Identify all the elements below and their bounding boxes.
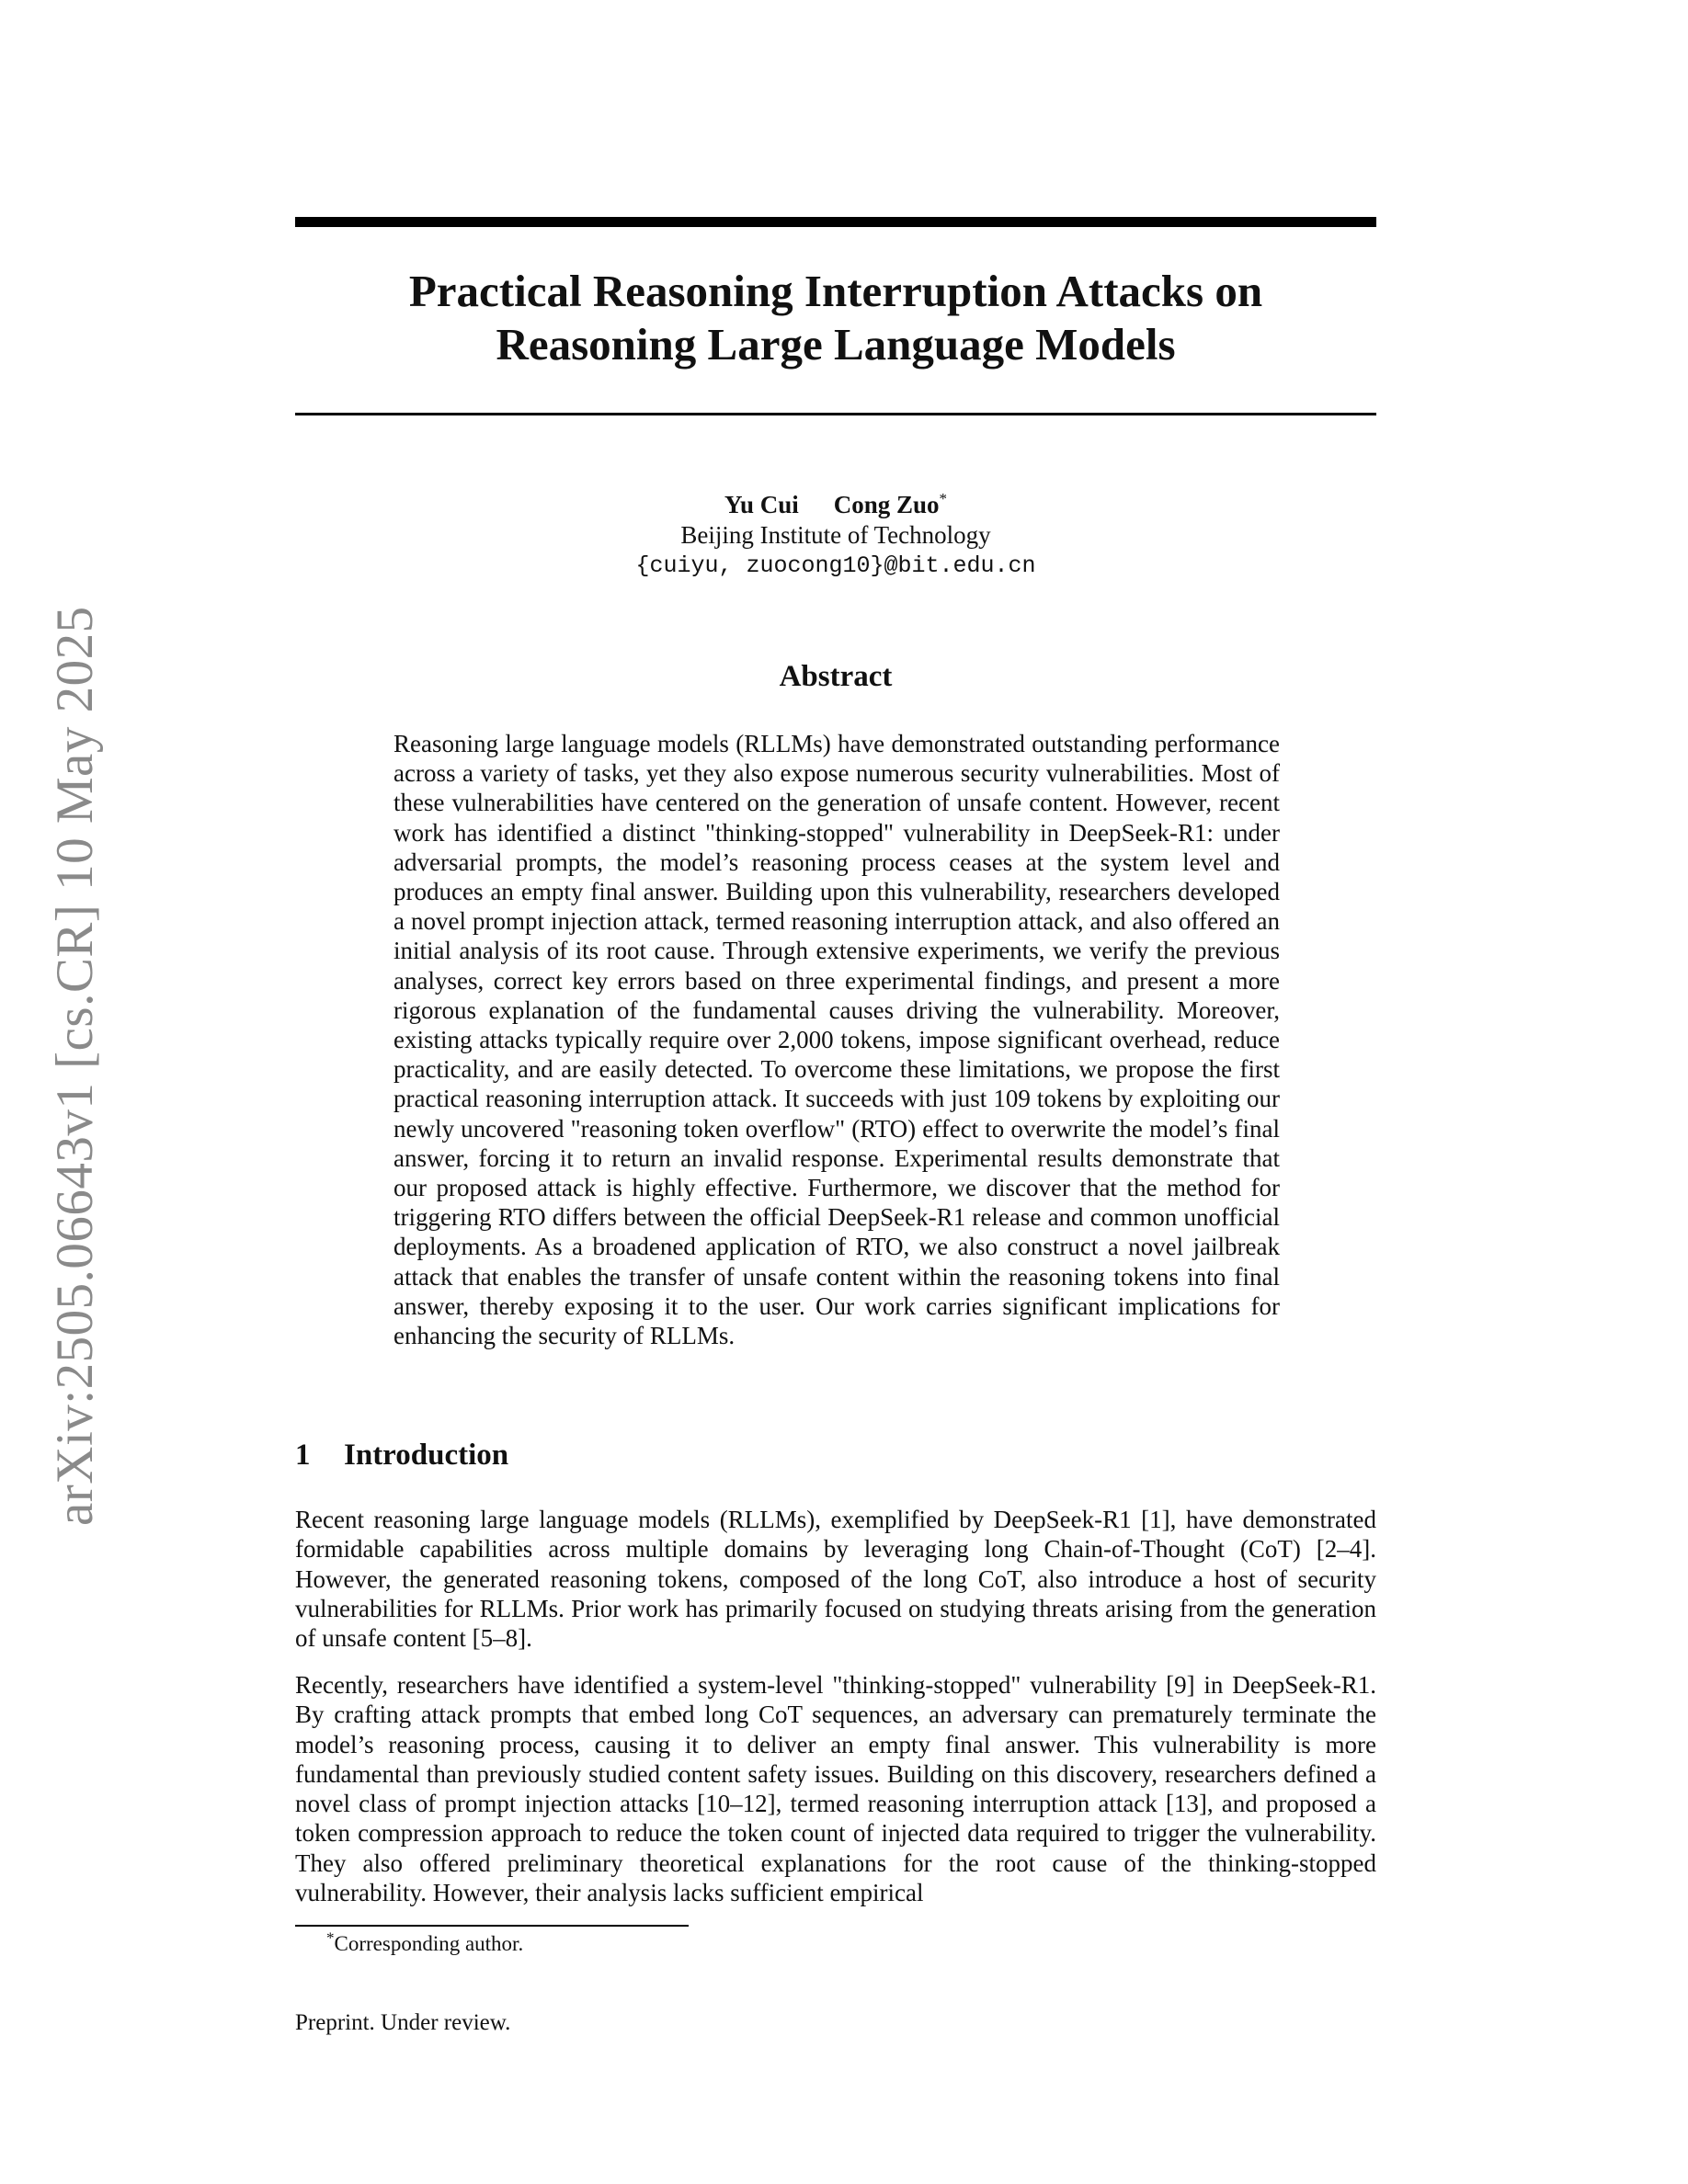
section-title: Introduction xyxy=(344,1439,509,1472)
author-name: Cong Zuo xyxy=(833,491,940,518)
footnote-rule xyxy=(295,1925,689,1927)
author-email: {cuiyu, zuocong10}@bit.edu.cn xyxy=(635,552,1036,579)
footnote-marker: * xyxy=(326,1928,335,1947)
abstract-text: Reasoning large language models (RLLMs) have demonstrated outstanding performance across a variety of tasks, yet they also expose numerous security vulnerabilities. Most of these vulnerabilities have centered on the generation of unsafe content. However, recent work has identified a distinct "thinking-stopped" vulnerability in DeepSeek-R1: under adversarial prompts, the model’s reasoning process ceases at the system level and produces an empty final answer. Building upon this vulnerability, researchers developed a novel prompt injection attack, termed reasoning interruption attack, and also offered an initial analysis of its root cause. Through extensive experiments, we verify the previous analyses, correct key errors based on three experimental findings, and present a more rigorous explanation of the fundamental causes driving the vulnerability. Moreover, existing attacks typically require over 2,000 tokens, impose significant overhead, reduce practicality, and are easily detected. To overcome these limitations, we propose the first practical reasoning interruption attack. It succeeds with just 109 tokens by exploiting our newly uncovered "reasoning token overflow" (RTO) effect to overwrite the model’s final answer, forcing it to return an invalid response. Experimental results demonstrate that our proposed attack is highly effective. Furthermore, we discover that the method for triggering RTO differs between the official DeepSeek-R1 release and common unofficial deployments. As a broadened application of RTO, we also construct a novel jailbreak attack that enables the transfer of unsafe content within the reasoning tokens into final answer, thereby exposing it to the user. Our work carries significant implications for enhancing the security of RLLMs. xyxy=(393,730,1280,1350)
body-paragraph: Recent reasoning large language models (RLLMs), exemplified by DeepSeek-R1 [1], have demonstrated formidable capabilities across multiple domains by leveraging long Chain-of-Thought (CoT) [2–4]. However, the generated reasoning tokens, composed of the long CoT, also introduce a host of security vulnerabilities for RLLMs. Prior work has primarily focused on studying threats arising from the generation of unsafe content [5–8]. xyxy=(295,1506,1376,1653)
preprint-notice: Preprint. Under review. xyxy=(295,2010,511,2035)
paper-title xyxy=(295,265,1376,371)
body-paragraph: Recently, researchers have identified a system-level "thinking-stopped" vulnerability [9] in DeepSeek-R1. By crafting attack prompts that embed long CoT sequences, an adversary can prematurely terminate the model’s reasoning process, causing it to deliver an empty final answer. This vulnerability is more fundamental than previously studied content safety issues. Building on this discovery, researchers defined a novel class of prompt injection attacks [10–12], termed reasoning interruption attack [13], and proposed a token compression approach to reduce the token count of injected data required to trigger the vulnerability. They also offered preliminary theoretical explanations for the root cause of the thinking-stopped vulnerability. However, their analysis lacks sufficient empirical xyxy=(295,1671,1376,1907)
author-affiliation: Beijing Institute of Technology xyxy=(680,521,991,549)
title-bottom-rule xyxy=(295,413,1376,415)
footnote-text: Corresponding author. xyxy=(334,1932,524,1955)
abstract-heading: Abstract xyxy=(779,660,893,693)
title-line-2: Reasoning Large Language Models xyxy=(496,319,1176,370)
section-heading xyxy=(295,1437,508,1473)
footnote xyxy=(326,1928,524,1957)
author-names xyxy=(295,490,1376,520)
author-block xyxy=(295,490,1376,581)
corresponding-author-marker: * xyxy=(939,490,948,507)
title-top-rule xyxy=(295,217,1376,227)
section-number: 1 xyxy=(295,1439,311,1472)
author-name: Yu Cui xyxy=(724,491,799,518)
arxiv-identifier-stamp: arXiv:2505.06643v1 [cs.CR] 10 May 2025 xyxy=(46,606,104,1526)
title-line-1: Practical Reasoning Interruption Attacks on xyxy=(408,266,1263,316)
